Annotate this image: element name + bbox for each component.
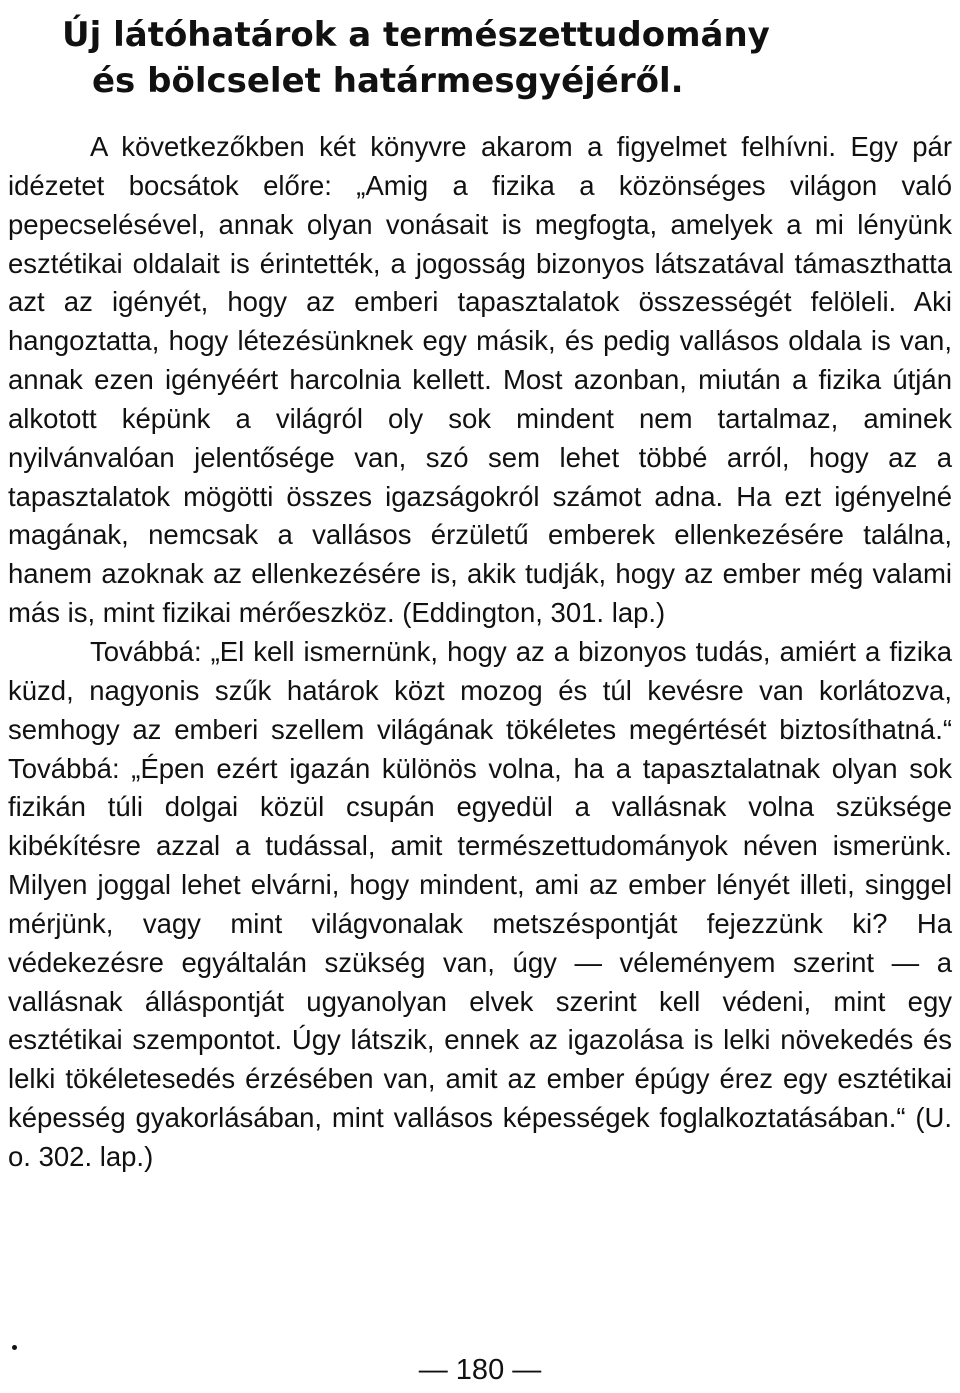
title-line-1: Új látóhatárok a természettudomány [62, 15, 770, 55]
article-body [8, 128, 952, 1177]
paragraph-1: A következőkben két könyvre akarom a figyelmet felhívni. Egy pár idézetet bocsátok előre: „Amig a fizika a közönséges világon való pepecselésével, annak olyan vonásait is megfogta, amelyek a mi lényünk esztétikai oldalait is érintették, a jogosság bizonyos látszatával támaszthatta azt az igényét, hogy az emberi tapasztalatok összességét felöleli. Aki hangoztatta, hogy létezésünknek egy másik, és pedig vallásos oldala is van, annak ezen igényéért harcolnia kellett. Most azonban, miután a fizika útján alkotott képünk a világról oly sok mindent nem tartalmaz, aminek nyilvánvalóan jelentősége van, szó sem lehet többé arról, hogy az a tapasztalatok mögötti összes igazságokról számot adna. Ha ezt igényelné magának, nemcsak a vallásos érzületű emberek ellenkezésére találna, hanem azoknak az ellenkezésére is, akik tudják, hogy az ember még valami más is, mint fizikai mérőeszköz. (Eddington, 301. lap.) [8, 131, 952, 629]
paragraph-2: Továbbá: „El kell ismernünk, hogy az a bizonyos tudás, amiért a fizika küzd, nagyonis szűk határok közt mozog és túl kevésre van korlátozva, semhogy az emberi szellem világának tökéletes megértését biztosíthatná.“ Továbbá: „Épen ezért igazán különös volna, ha a tapasztalatnak olyan sok fizikán túli dolgai közül csupán egyedül a vallásnak volna szüksége kibékítésre azzal a tudással, amit természettudományok néven ismerünk. Milyen joggal lehet elvárni, hogy mindent, ami az ember lényét illeti, singgel mérjünk, vagy mint világvonalak metszéspontját fejezzünk ki? Ha védekezésre egyáltalán szükség van, úgy — véleményem szerint — a vallásnak álláspontját ugyanolyan elvek szerint kell védeni, mint egy esztétikai szempontot. Úgy látszik, ennek az igazolása is lelki növekedés és lelki tökéletesedés érzésében van, amit az ember épúgy érez egy esztétikai képesség gyakorlásában, mint vallásos képességek foglalkoztatásában.“ (U. o. 302. lap.) [8, 635, 952, 1172]
stray-dot-mark [12, 1345, 17, 1350]
page-number: — 180 — [418, 1354, 542, 1386]
title-line-2: és bölcselet határmesgyéjéről. [92, 61, 684, 101]
article-title [62, 12, 922, 104]
